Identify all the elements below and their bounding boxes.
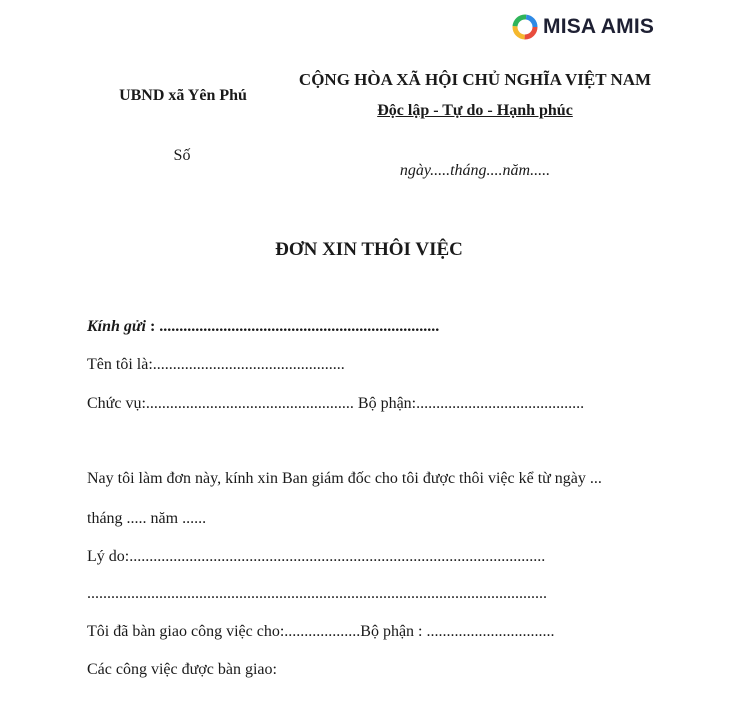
national-motto: Độc lập - Tự do - Hạnh phúc <box>377 102 573 119</box>
misa-logo-icon <box>512 14 538 40</box>
handover-line: Tôi đã bàn giao công việc cho:...................Bộ phận : ................................ <box>87 623 555 640</box>
misa-amis-logo <box>512 14 654 40</box>
document-number-label: Số <box>173 147 191 164</box>
document-title: ĐƠN XIN THÔI VIỆC <box>275 239 463 260</box>
reason-line: Lý do:........................................................................................................ <box>87 548 546 565</box>
reason-continuation-line: ................................................................................................................... <box>87 585 547 602</box>
nation-title: CỘNG HÒA XÃ HỘI CHỦ NGHĨA VIỆT NAM <box>298 70 652 89</box>
request-line-1: Nay tôi làm đơn này, kính xin Ban giám đốc cho tôi được thôi việc kể từ ngày ... <box>87 470 602 487</box>
position-department-line: Chức vụ:.................................................... Bộ phận:.......................................... <box>87 395 585 412</box>
tasks-line: Các công việc được bàn giao: <box>87 661 277 678</box>
date-line: ngày.....tháng....năm..... <box>399 162 551 179</box>
recipient-blank: : ...................................................................... <box>145 318 440 335</box>
name-line: Tên tôi là:................................................ <box>87 356 345 373</box>
recipient-label: Kính gửi <box>87 318 146 335</box>
request-line-2: tháng ..... năm ...... <box>87 510 207 527</box>
organization-name: UBND xã Yên Phú <box>119 87 247 104</box>
recipient-line <box>87 318 439 336</box>
logo-text: MISA AMIS <box>543 15 655 38</box>
